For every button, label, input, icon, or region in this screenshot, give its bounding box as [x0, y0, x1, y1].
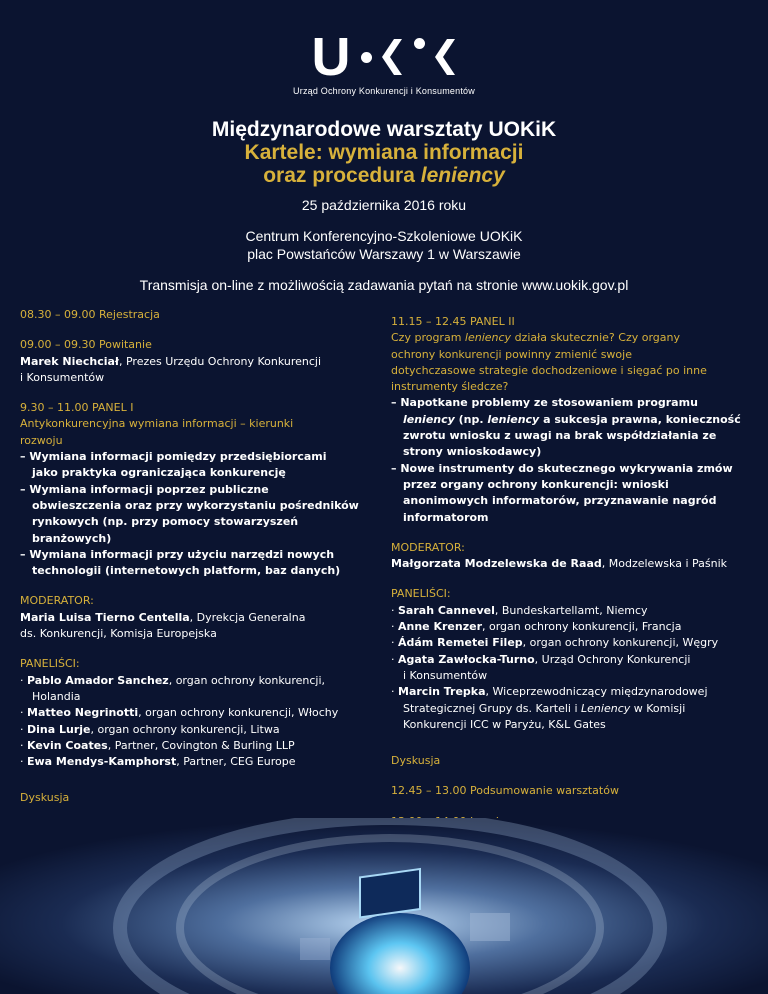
topic-text: a sukcesja prawna, konieczność: [539, 412, 741, 426]
transmission-note: Transmisja on-line z możliwością zadawania pytań na stronie www.uokik.gov.pl: [139, 277, 629, 293]
panelist-name: Anne Krenzer: [398, 620, 482, 634]
panelist-role-cont: [391, 701, 751, 717]
panelists-label: PANELIŚCI:: [391, 587, 451, 601]
panel-2-question-cont: dotychczasowe strategie dochodzeniowe i sięgać po inne: [391, 363, 707, 377]
panelist: · Marcin Trepka, Wiceprzewodniczący międzynarodowej: [391, 685, 708, 699]
role-italic: Leniency: [581, 701, 631, 715]
topic-line: branżowych): [32, 531, 112, 545]
panel-1-topic-3: [20, 547, 360, 580]
topic-line: – Napotkane problemy ze stosowaniem programu: [391, 396, 698, 410]
panelist: · Sarah Cannevel, Bundeskartellamt, Niemcy: [391, 603, 648, 617]
logo-letter-u: U: [311, 27, 351, 87]
panelist: · Dina Lurje, organ ochrony konkurencji, Litwa: [20, 722, 280, 736]
panelists-label: PANELIŚCI:: [20, 657, 80, 671]
panelist-name: Pablo Amador Sanchez: [27, 673, 169, 687]
topic-italic: leniency: [403, 412, 455, 426]
speaker-name: Marek Niechciał: [20, 354, 119, 368]
main-title: Międzynarodowe warsztaty UOKiK: [211, 118, 557, 141]
panelist-name: Marcin Trepka: [398, 685, 486, 699]
topic-line: jako praktyka ograniczająca konkurencję: [32, 466, 286, 480]
panel-2-question: [391, 330, 751, 346]
moderator-role: , Modzelewska i Paśnik: [601, 557, 728, 571]
logo-mark: [0, 27, 768, 87]
panel-2-topic-2: [391, 461, 751, 526]
panelist-role: , organ ochrony konkurencji, Włochy: [138, 706, 339, 720]
event-date: 25 października 2016 roku: [301, 197, 467, 213]
venue: [0, 227, 768, 263]
panelist-role: , organ ochrony konkurencji, Litwa: [90, 722, 280, 736]
moderator-role: , Dyrekcja Generalna: [189, 610, 306, 624]
speaker-role-cont: i Konsumentów: [20, 370, 105, 384]
panelist-role-cont: i Konsumentów: [403, 668, 488, 682]
panelist-role: , Partner, CEG Europe: [176, 755, 296, 769]
agenda-slot-panel-1: 9.30 – 11.00 PANEL I: [20, 401, 134, 415]
decorative-tech-image: [0, 818, 768, 994]
subtitle-line2: [0, 164, 768, 187]
topic-line: informatorom: [403, 510, 489, 524]
topic-line: – Wymiana informacji pomiędzy przedsiębiorcami: [20, 450, 327, 464]
panelist-name: Kevin Coates: [27, 738, 108, 752]
agenda-right-column: [391, 314, 751, 830]
topic-line: – Wymiana informacji przy użyciu narzędzi nowych: [20, 547, 335, 561]
subtitle-italic: leniency: [420, 164, 505, 187]
panelist: · Ewa Mendys-Kamphorst, Partner, CEG Europe: [20, 755, 296, 769]
moderator-label: MODERATOR:: [391, 540, 465, 554]
moderator: [391, 556, 751, 572]
discussion-label: Dyskusja: [20, 791, 70, 805]
role-text: Strategicznej Grupy ds. Karteli i: [403, 701, 582, 715]
question-text: działa skutecznie? Czy organy: [511, 331, 680, 345]
moderator: [20, 610, 360, 626]
venue-name: Centrum Konferencyjno-Szkoleniowe UOKiK: [245, 228, 523, 244]
moderator-name: Maria Luisa Tierno Centella: [20, 610, 190, 624]
tech-illustration: [0, 818, 768, 994]
logo-chevron-left-icon: [435, 37, 457, 77]
panelist-name: Agata Zawłocka-Turno: [398, 652, 535, 666]
topic-line: – Nowe instrumenty do skutecznego wykrywania zmów: [391, 461, 733, 475]
panelist-role: , organ ochrony konkurencji, Węgry: [522, 636, 719, 650]
moderator-role-cont: ds. Konkurencji, Komisja Europejska: [20, 627, 217, 641]
topic-line: obwieszczenia oraz przy wykorzystaniu pośredników: [32, 498, 359, 512]
agenda-slot-summary: 12.45 – 13.00 Podsumowanie warsztatów: [391, 784, 619, 798]
panelist-role: , Partner, Covington & Burling LLP: [107, 738, 295, 752]
topic-line: strony wnioskodawcy): [403, 445, 542, 459]
agenda-left-column: [20, 307, 360, 837]
question-text: Czy program: [391, 331, 465, 345]
logo-i-dot: [414, 38, 425, 49]
panelist-name: Sarah Cannevel: [398, 603, 495, 617]
panelist-name: Dina Lurje: [27, 722, 91, 736]
welcome-speaker: [20, 354, 360, 370]
uokik-logo: [0, 27, 768, 96]
logo-subtitle: Urząd Ochrony Konkurencji i Konsumentów: [293, 86, 475, 96]
agenda-slot-panel-2: 11.15 – 12.45 PANEL II: [391, 315, 515, 328]
topic-line: – Wymiana informacji poprzez publiczne: [20, 482, 269, 496]
panel-1-title-cont: rozwoju: [20, 433, 63, 447]
panelist: · Matteo Negrinotti, organ ochrony konkurencji, Włochy: [20, 706, 339, 720]
panelist-role: , Bundeskartellamt, Niemcy: [494, 603, 648, 617]
topic-line: rynkowych (np. przy pomocy stowarzyszeń: [32, 515, 299, 529]
panelist-role: , organ ochrony konkurencji, Francja: [482, 620, 682, 634]
topic-line: anonimowych informatorów, przyznawanie nagród: [403, 494, 717, 508]
panelist: · Anne Krenzer, organ ochrony konkurencji, Francja: [391, 620, 682, 634]
topic-line: technologii (internetowych platform, baz danych): [32, 564, 341, 578]
subtitle-line1: Kartele: wymiana informacji: [244, 141, 524, 164]
panel-2-question-cont: ochrony konkurencji powinny zmienić swoje: [391, 347, 632, 361]
topic-line: [391, 412, 751, 428]
discussion-label: Dyskusja: [391, 754, 441, 768]
venue-address: plac Powstańców Warszawy 1 w Warszawie: [247, 246, 521, 262]
panelist-role: , Wiceprzewodniczący międzynarodowej: [485, 685, 708, 699]
panelist-role-cont: Konkurencji ICC w Paryżu, K&L Gates: [403, 717, 606, 731]
panel-1-topic-1: [20, 449, 360, 482]
panelist: · Kevin Coates, Partner, Covington & Burling LLP: [20, 738, 295, 752]
panel-2-question-cont: instrumenty śledcze?: [391, 380, 509, 394]
moderator-name: Małgorzata Modzelewska de Raad: [391, 557, 602, 571]
role-text: w Komisji: [630, 701, 686, 715]
topic-italic: leniency: [487, 412, 540, 426]
panelist-name: Matteo Negrinotti: [27, 706, 139, 720]
subtitle-text: oraz procedura: [263, 164, 421, 187]
logo-chevron-left-icon: [382, 37, 404, 77]
panel-1-title: Antykonkurencyjna wymiana informacji – kierunki: [20, 417, 294, 431]
title-block: [0, 118, 768, 293]
agenda-slot-welcome: 09.00 – 09.30 Powitanie: [20, 338, 152, 352]
panelist-role: , organ ochrony konkurencji,: [168, 673, 326, 687]
panelist-role-cont: Holandia: [32, 689, 81, 703]
moderator-label: MODERATOR:: [20, 594, 94, 608]
speaker-role: , Prezes Urzędu Ochrony Konkurencji: [118, 354, 322, 368]
panelist: · Ádám Remetei Filep, organ ochrony konkurencji, Węgry: [391, 636, 719, 650]
topic-line: zwrotu wniosku z uwagi na brak współdziałania ze: [403, 429, 717, 443]
panel-1-topic-2: [20, 482, 360, 547]
question-italic: leniency: [464, 331, 512, 345]
panelist-name: Ádám Remetei Filep: [398, 636, 523, 650]
panelist: · Agata Zawłocka-Turno, Urząd Ochrony Konkurencji: [391, 652, 691, 666]
panel-2-topic-1: [391, 395, 751, 460]
panelist: · Pablo Amador Sanchez, organ ochrony konkurencji,: [20, 673, 326, 687]
topic-text: (np.: [454, 412, 488, 426]
topic-line: przez organy ochrony konkurencji: wnioski: [403, 477, 669, 491]
panelist-role: , Urząd Ochrony Konkurencji: [534, 652, 691, 666]
logo-dot: [361, 52, 372, 63]
agenda-slot-registration: 08.30 – 09.00 Rejestracja: [20, 308, 160, 321]
panelist-name: Ewa Mendys-Kamphorst: [27, 755, 177, 769]
